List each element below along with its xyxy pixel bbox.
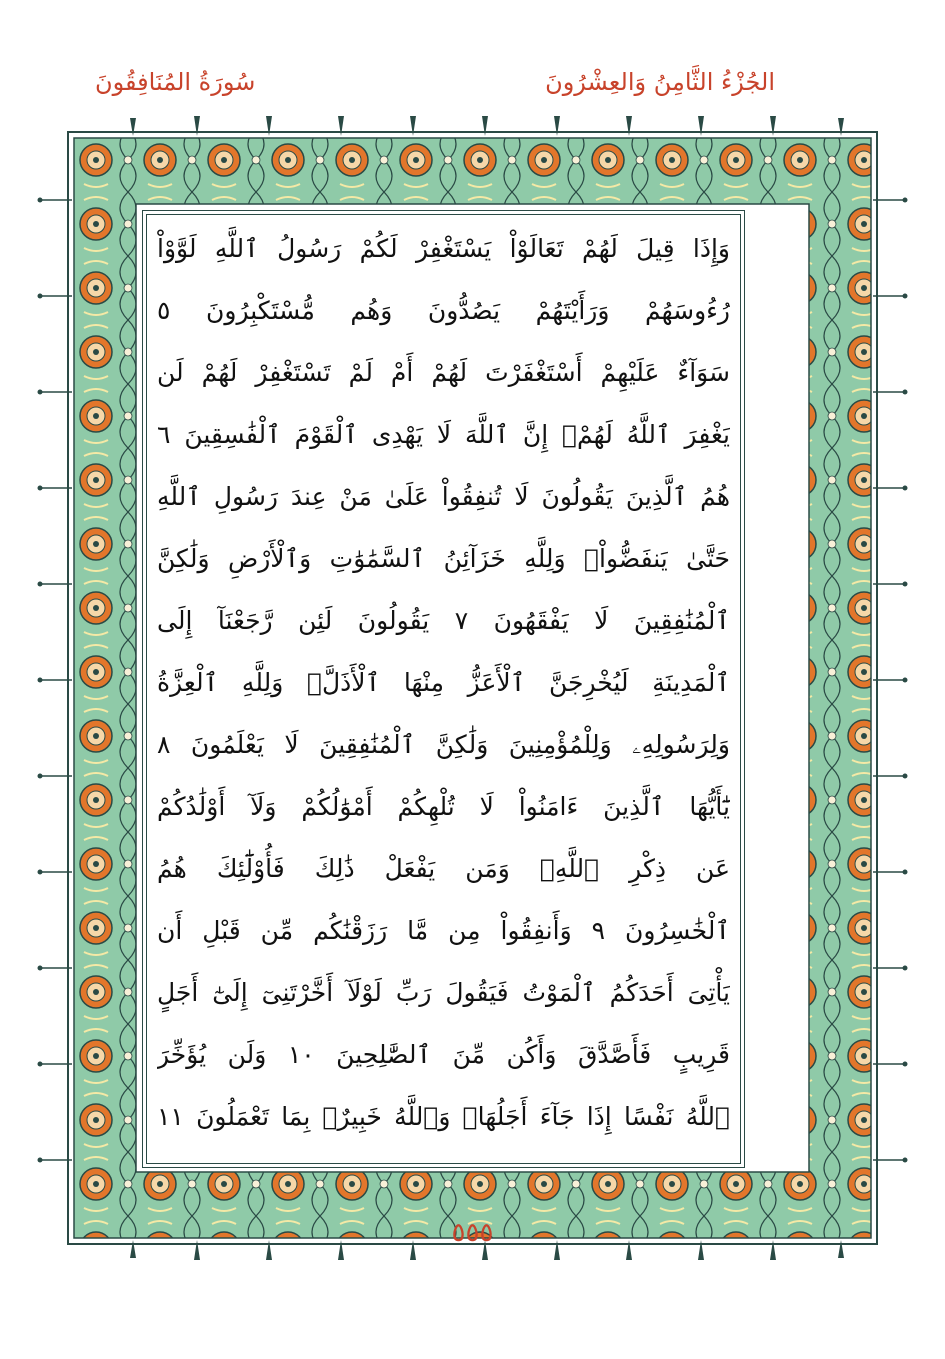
verse-line: يَٰٓأَيُّهَا ٱلَّذِينَ ءَامَنُواْ لَا تُلْهِكُمْ أَمْوَٰلُكُمْ وَلَآ أَوْلَٰدُكُمْ xyxy=(157,792,730,821)
verse-line: قَرِيبٍ فَأَصَّدَّقَ وَأَكُن مِّنَ ٱلصَّٰلِحِينَ ١٠ وَلَن يُؤَخِّرَ xyxy=(157,1040,730,1069)
verse-line: ٱللَّهُ نَفْسًا إِذَا جَآءَ أَجَلُهَاۚ وَٱللَّهُ خَبِيرٌۢ بِمَا تَعْمَلُونَ ١١ xyxy=(157,1102,730,1131)
verse-line: وَلِرَسُولِهِۦ وَلِلْمُؤْمِنِينَ وَلَٰكِنَّ ٱلْمُنَٰفِقِينَ لَا يَعْلَمُونَ ٨ xyxy=(157,730,730,759)
surah-title: سُورَةُ المُنَافِقُونَ xyxy=(95,68,256,96)
verse-line: سَوَآءٌ عَلَيْهِمْ أَسْتَغْفَرْتَ لَهُمْ أَمْ لَمْ تَسْتَغْفِرْ لَهُمْ لَن xyxy=(157,358,730,387)
page-number: ٥٥٥ xyxy=(451,1218,494,1248)
verse-line: هُمُ ٱلَّذِينَ يَقُولُونَ لَا تُنفِقُواْ عَلَىٰ مَنْ عِندَ رَسُولِ ٱللَّهِ xyxy=(157,482,730,511)
verse-line: يَأْتِىَ أَحَدَكُمُ ٱلْمَوْتُ فَيَقُولَ رَبِّ لَوْلَآ أَخَّرْتَنِىٓ إِلَىٰٓ أَجَلٍ xyxy=(157,978,730,1007)
verse-text-panel xyxy=(146,214,741,1164)
verse-line: وَإِذَا قِيلَ لَهُمْ تَعَالَوْاْ يَسْتَغْفِرْ لَكُمْ رَسُولُ ٱللَّهِ لَوَّوْاْ xyxy=(157,234,730,263)
juz-title: الجُزْءُ الثَّامِنُ وَالعِشْرُونَ xyxy=(545,68,775,96)
verse-line: يَغْفِرَ ٱللَّهُ لَهُمْۚ إِنَّ ٱللَّهَ لَا يَهْدِى ٱلْقَوْمَ ٱلْفَٰسِقِينَ ٦ xyxy=(157,420,730,449)
verse-line: عَن ذِكْرِ ٱللَّهِۚ وَمَن يَفْعَلْ ذَٰلِكَ فَأُوْلَٰٓئِكَ هُمُ xyxy=(157,854,730,883)
verse-line: رُءُوسَهُمْ وَرَأَيْتَهُمْ يَصُدُّونَ وَهُم مُّسْتَكْبِرُونَ ٥ xyxy=(157,296,730,325)
verse-line: حَتَّىٰ يَنفَضُّواْۗ وَلِلَّهِ خَزَآئِنُ ٱلسَّمَٰوَٰتِ وَٱلْأَرْضِ وَلَٰكِنَّ xyxy=(157,544,730,573)
verse-line: ٱلْمَدِينَةِ لَيُخْرِجَنَّ ٱلْأَعَزُّ مِنْهَا ٱلْأَذَلَّۚ وَلِلَّهِ ٱلْعِزَّةُ xyxy=(157,668,730,697)
verse-line: ٱلْخَٰسِرُونَ ٩ وَأَنفِقُواْ مِن مَّا رَزَقْنَٰكُم مِّن قَبْلِ أَن xyxy=(157,916,730,945)
verse-line: ٱلْمُنَٰفِقِينَ لَا يَفْقَهُونَ ٧ يَقُولُونَ لَئِن رَّجَعْنَآ إِلَى xyxy=(157,606,730,635)
